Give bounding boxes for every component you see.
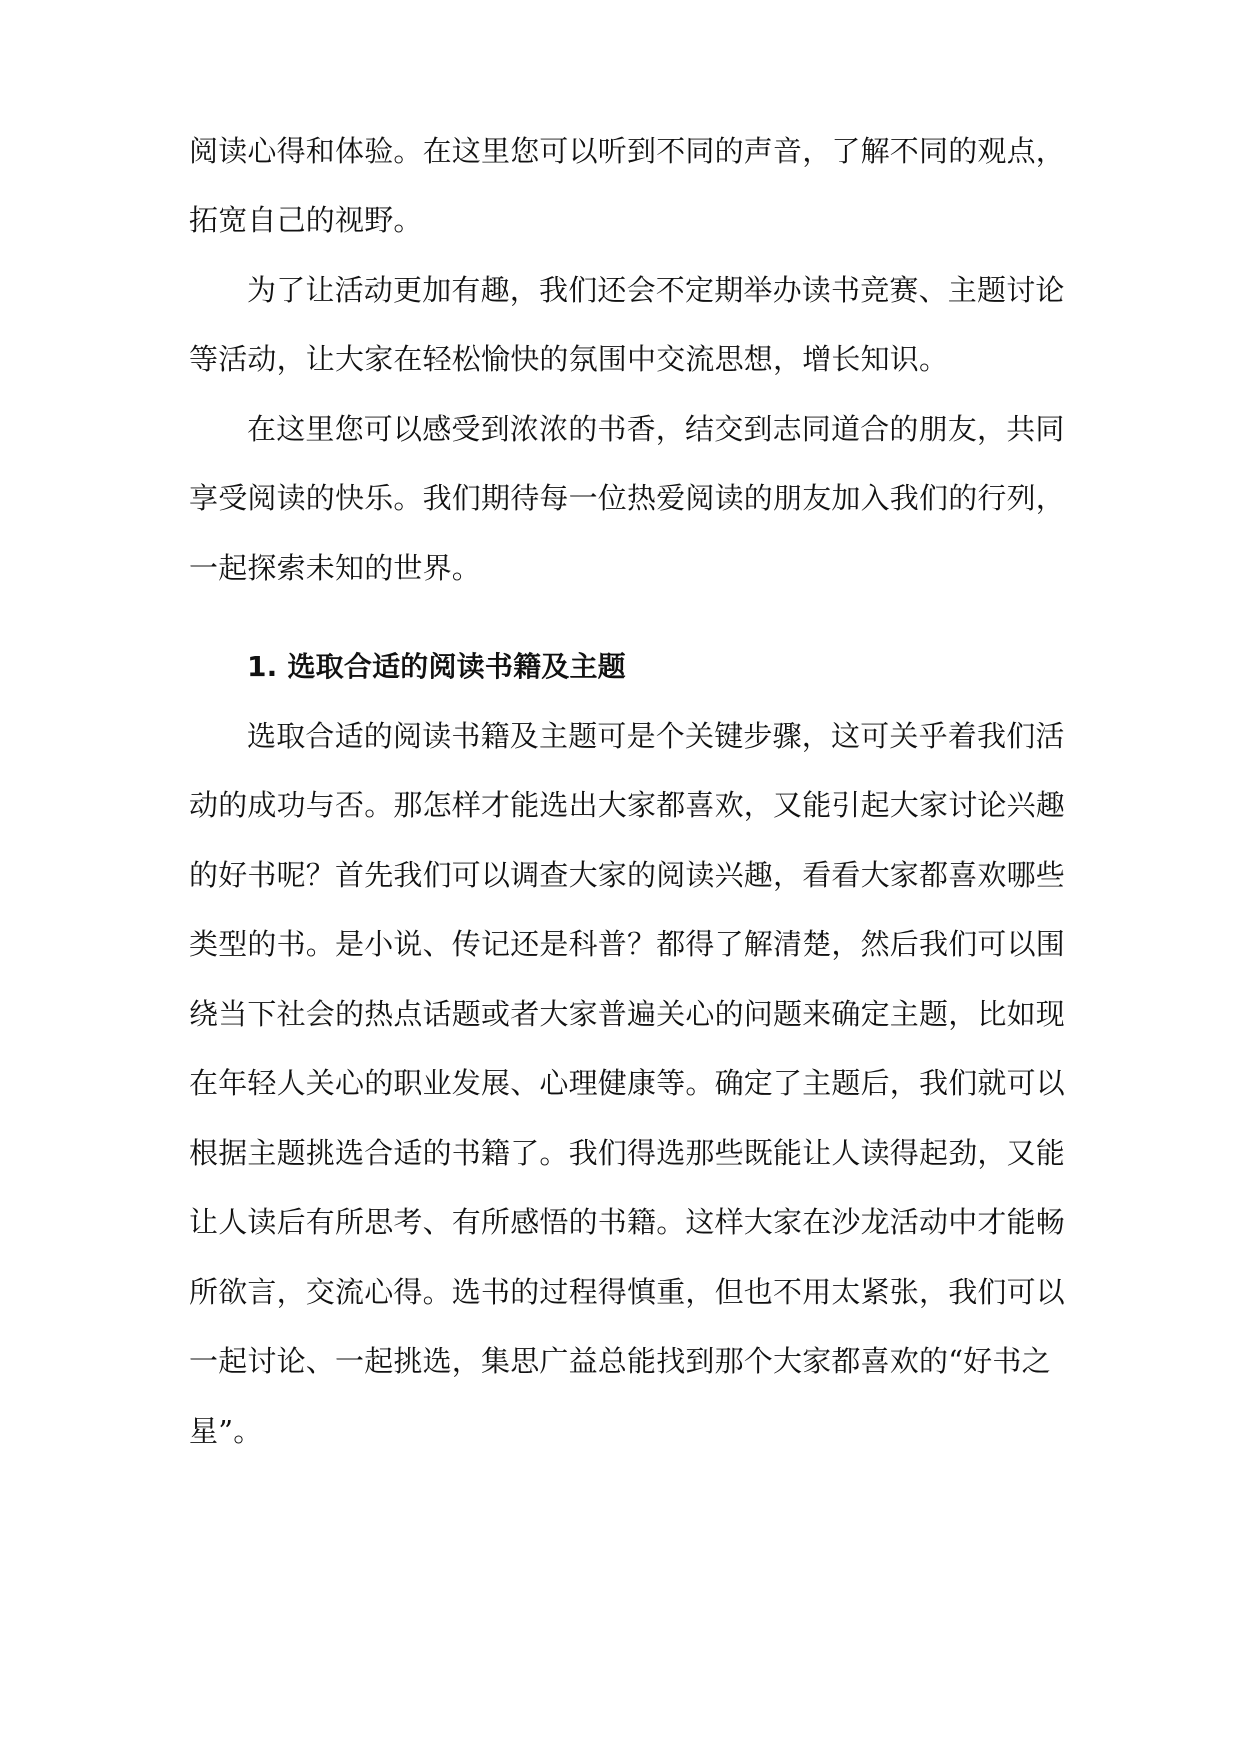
paragraph-line: 拓宽自己的视野。 [189, 203, 423, 237]
paragraph-line: 动的成功与否。那怎样才能选出大家都喜欢，又能引起大家讨论兴趣 [189, 788, 1066, 822]
section-heading: 1. 选取合适的阅读书籍及主题 [247, 650, 626, 683]
paragraph-line: 让人读后有所思考、有所感悟的书籍。这样大家在沙龙活动中才能畅 [189, 1205, 1066, 1239]
paragraph-line: 的好书呢？首先我们可以调查大家的阅读兴趣，看看大家都喜欢哪些 [189, 858, 1066, 892]
paragraph-line: 阅读心得和体验。在这里您可以听到不同的声音，了解不同的观点， [189, 134, 1066, 168]
paragraph-line: 星”。 [189, 1414, 263, 1448]
paragraph-line: 在这里您可以感受到浓浓的书香，结交到志同道合的朋友，共同 [247, 412, 1065, 446]
paragraph-line: 选取合适的阅读书籍及主题可是个关键步骤，这可关乎着我们活 [247, 719, 1065, 753]
paragraph-line: 类型的书。是小说、传记还是科普？都得了解清楚，然后我们可以围 [189, 927, 1066, 961]
paragraph-line: 根据主题挑选合适的书籍了。我们得选那些既能让人读得起劲，又能 [189, 1136, 1066, 1170]
paragraph-line: 为了让活动更加有趣，我们还会不定期举办读书竞赛、主题讨论 [247, 273, 1065, 307]
paragraph-line: 在年轻人关心的职业发展、心理健康等。确定了主题后，我们就可以 [189, 1066, 1066, 1100]
paragraph-line: 享受阅读的快乐。我们期待每一位热爱阅读的朋友加入我们的行列， [189, 481, 1066, 515]
paragraph-line: 一起讨论、一起挑选，集思广益总能找到那个大家都喜欢的“好书之 [189, 1344, 1051, 1378]
paragraph-line: 所欲言，交流心得。选书的过程得慎重，但也不用太紧张，我们可以 [189, 1275, 1066, 1309]
paragraph-line: 一起探索未知的世界。 [189, 551, 482, 585]
paragraph-line: 绕当下社会的热点话题或者大家普遍关心的问题来确定主题，比如现 [189, 997, 1066, 1031]
paragraph-line: 等活动，让大家在轻松愉快的氛围中交流思想，增长知识。 [189, 342, 949, 376]
